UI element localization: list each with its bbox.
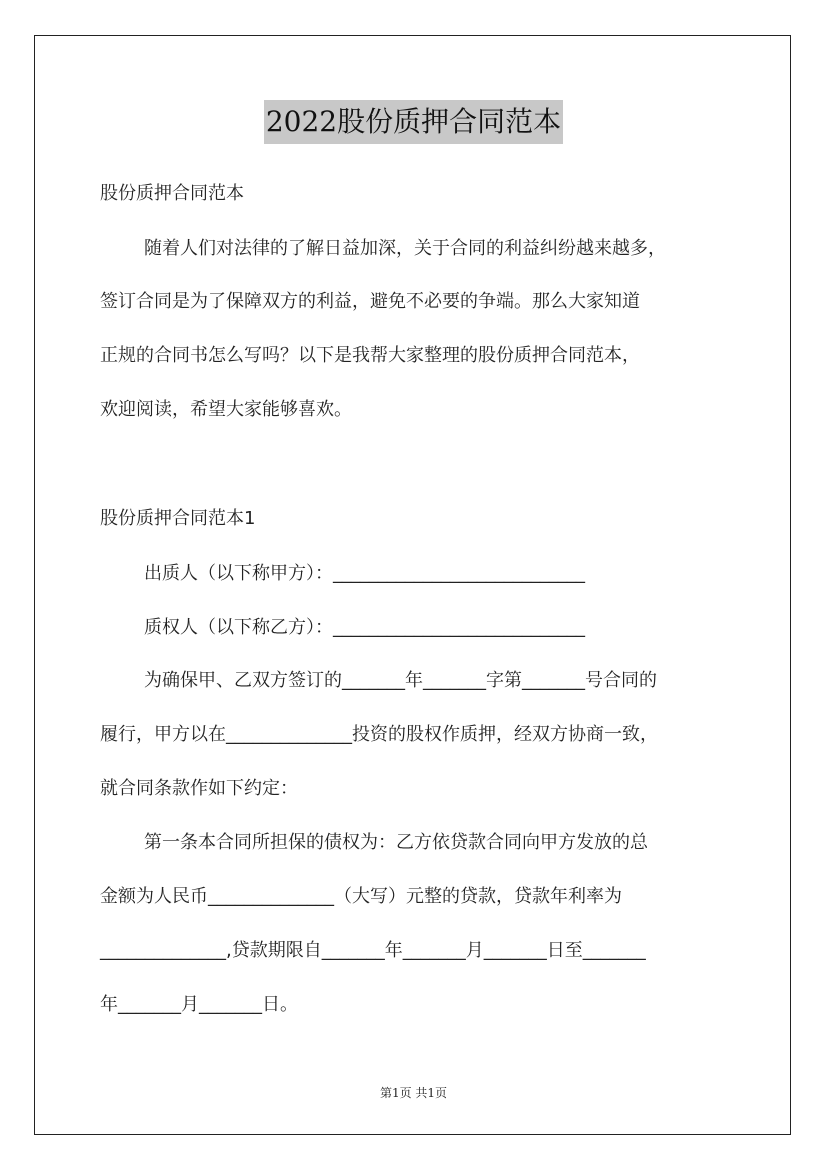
- purpose-line-2: 履行，甲方以在______________投资的股权作质押，经双方协商一致，: [100, 724, 658, 745]
- article1-line-3: ______________,贷款期限自_______年_______月_______日至_______: [100, 940, 646, 961]
- document-subtitle: 股份质押合同范本: [100, 183, 244, 204]
- intro-line-1: 随着人们对法律的了解日益加深，关于合同的利益纠纷越来越多，: [144, 238, 666, 259]
- pledgor-line: 出质人（以下称甲方）：____________________________: [144, 563, 585, 584]
- intro-line-3: 正规的合同书怎么写吗？以下是我帮大家整理的股份质押合同范本，: [100, 345, 640, 366]
- purpose-line-3: 就合同条款作如下约定：: [100, 778, 298, 799]
- article1-line-4: 年_______月_______日。: [100, 994, 298, 1015]
- section-title: 股份质押合同范本1: [100, 508, 256, 529]
- intro-line-2: 签订合同是为了保障双方的利益，避免不必要的争端。那么大家知道: [100, 291, 640, 312]
- article1-line-2: 金额为人民币______________（大写）元整的贷款，贷款年利率为: [100, 886, 622, 907]
- page-footer: 第1页 共1页: [379, 1086, 448, 1100]
- title-container: [0, 100, 827, 144]
- purpose-line-1: 为确保甲、乙双方签订的_______年_______字第_______号合同的: [144, 670, 657, 691]
- article1-line-1: 第一条本合同所担保的债权为：乙方依贷款合同向甲方发放的总: [144, 832, 648, 853]
- pledgee-line: 质权人（以下称乙方）：____________________________: [144, 617, 585, 638]
- intro-line-4: 欢迎阅读，希望大家能够喜欢。: [100, 399, 352, 420]
- document-title: 2022股份质押合同范本: [264, 100, 563, 144]
